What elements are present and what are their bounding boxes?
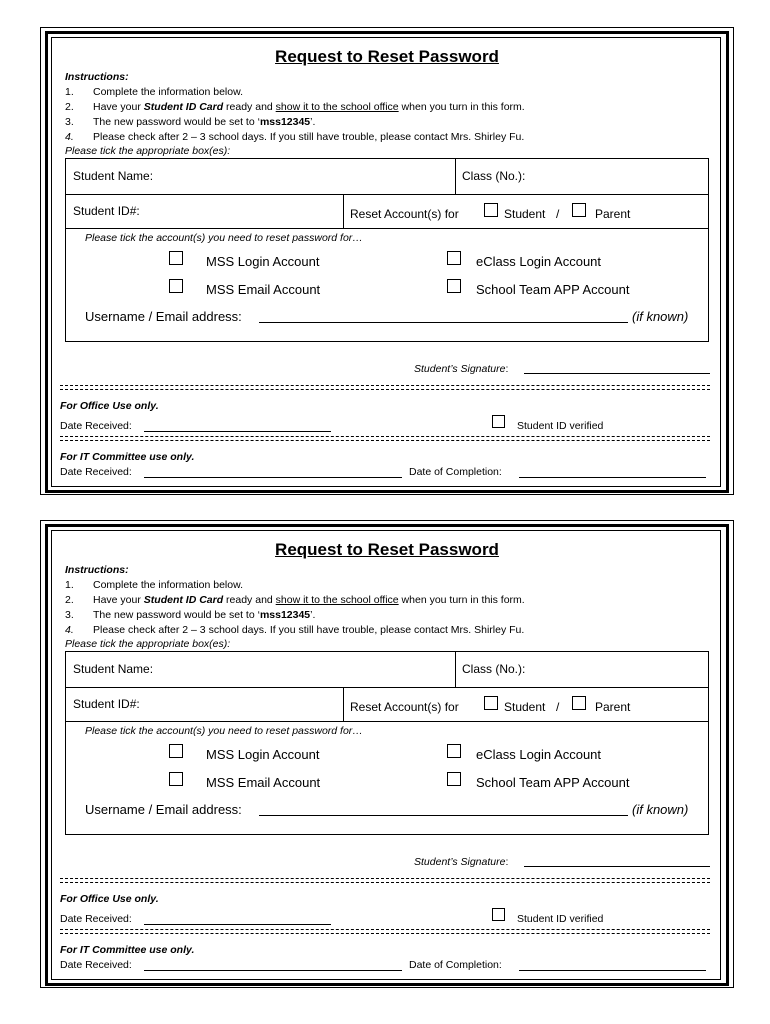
text-part: when you turn in this form. xyxy=(398,594,525,606)
class-number-field[interactable]: Class (No.): xyxy=(462,169,526,183)
username-email-label: Username / Email address: xyxy=(85,802,242,817)
instruction-num: 1. xyxy=(65,86,74,98)
signature-colon: : xyxy=(505,856,509,868)
instruction-1 xyxy=(65,85,243,99)
it-use-label: For IT Committee use only. xyxy=(60,944,195,956)
school-team-app-label: School Team APP Account xyxy=(476,775,630,790)
reset-form-1 xyxy=(40,27,734,495)
text-part: The new password would be set to ‘ xyxy=(93,116,260,128)
id-verified-checkbox[interactable] xyxy=(492,415,505,428)
student-id-card-emphasis: Student ID Card xyxy=(143,594,224,606)
school-team-app-checkbox[interactable] xyxy=(447,772,461,786)
username-email-label: Username / Email address: xyxy=(85,309,242,324)
if-known-note: (if known) xyxy=(632,309,689,324)
school-team-app-label: School Team APP Account xyxy=(476,282,630,297)
eclass-login-label: eClass Login Account xyxy=(476,254,602,269)
instruction-4 xyxy=(65,623,525,637)
separator-double-dashed xyxy=(60,436,710,441)
mss-email-checkbox[interactable] xyxy=(169,772,183,786)
text-part: when you turn in this form. xyxy=(398,101,525,113)
instruction-num: 4. xyxy=(65,131,74,143)
mss-login-checkbox[interactable] xyxy=(169,744,183,758)
date-completion-line[interactable] xyxy=(519,970,706,971)
text-part: ’. xyxy=(310,116,316,128)
student-checkbox[interactable] xyxy=(484,203,498,217)
signature-label-text: Student’s Signature xyxy=(414,363,506,375)
signature-colon: : xyxy=(505,363,509,375)
tick-boxes-note: Please tick the appropriate box(es): xyxy=(65,638,231,650)
if-known-note: (if known) xyxy=(632,802,689,817)
tick-accounts-note: Please tick the account(s) you need to reset password for… xyxy=(85,232,363,244)
separator-double-dashed xyxy=(60,878,710,883)
instruction-text: Please check after 2 – 3 school days. If you still have trouble, please contact Mrs. Shirley Fu. xyxy=(93,131,525,143)
grid-divider xyxy=(343,194,344,228)
slash-separator: / xyxy=(556,700,560,714)
signature-line[interactable] xyxy=(524,373,710,374)
instruction-num: 3. xyxy=(65,609,74,621)
signature-label-text: Student’s Signature xyxy=(414,856,506,868)
student-info-grid xyxy=(65,158,709,342)
tick-boxes-note: Please tick the appropriate box(es): xyxy=(65,145,231,157)
form-title: Request to Reset Password xyxy=(275,47,499,66)
id-verified-label: Student ID verified xyxy=(517,420,604,432)
mss-login-label: MSS Login Account xyxy=(206,254,320,269)
parent-checkbox[interactable] xyxy=(572,696,586,710)
date-completion-label: Date of Completion: xyxy=(409,466,502,478)
reset-for-label: Reset Account(s) for xyxy=(350,700,459,714)
instruction-num: 3. xyxy=(65,116,74,128)
mss-email-label: MSS Email Account xyxy=(206,282,321,297)
reset-for-label: Reset Account(s) for xyxy=(350,207,459,221)
student-checkbox[interactable] xyxy=(484,696,498,710)
text-part: Have your xyxy=(93,594,144,606)
separator-double-dashed xyxy=(60,385,710,390)
instruction-text xyxy=(93,100,525,114)
signature-line[interactable] xyxy=(524,866,710,867)
instruction-text xyxy=(93,115,315,129)
office-use-label: For Office Use only. xyxy=(60,893,159,905)
slash-separator: / xyxy=(556,207,560,221)
signature-label xyxy=(414,855,508,869)
instruction-text xyxy=(93,593,525,607)
it-date-received-line[interactable] xyxy=(144,970,402,971)
grid-divider xyxy=(66,228,708,229)
mss-login-label: MSS Login Account xyxy=(206,747,320,762)
grid-divider xyxy=(455,652,456,687)
eclass-login-checkbox[interactable] xyxy=(447,744,461,758)
separator-double-dashed xyxy=(60,929,710,934)
instruction-text: Complete the information below. xyxy=(93,579,243,591)
parent-option-label: Parent xyxy=(595,700,631,714)
id-verified-label: Student ID verified xyxy=(517,913,604,925)
instruction-3 xyxy=(65,115,316,129)
instruction-text xyxy=(93,608,315,622)
office-date-received-label: Date Received: xyxy=(60,420,132,432)
instruction-num: 2. xyxy=(65,594,74,606)
instruction-num: 1. xyxy=(65,579,74,591)
parent-option-label: Parent xyxy=(595,207,631,221)
student-id-field[interactable]: Student ID#: xyxy=(73,204,140,218)
student-info-grid xyxy=(65,651,709,835)
it-use-label: For IT Committee use only. xyxy=(60,451,195,463)
default-password: mss12345 xyxy=(259,116,311,128)
grid-divider xyxy=(343,687,344,721)
instruction-4 xyxy=(65,130,525,144)
text-part: ’. xyxy=(310,609,316,621)
instruction-text: Please check after 2 – 3 school days. If you still have trouble, please contact Mrs. Shirley Fu. xyxy=(93,624,525,636)
instruction-2 xyxy=(65,100,525,114)
instruction-3 xyxy=(65,608,316,622)
tick-accounts-note: Please tick the account(s) you need to reset password for… xyxy=(85,725,363,737)
eclass-login-checkbox[interactable] xyxy=(447,251,461,265)
office-date-received-line[interactable] xyxy=(144,431,331,432)
student-id-field[interactable]: Student ID#: xyxy=(73,697,140,711)
text-part: The new password would be set to ‘ xyxy=(93,609,260,621)
reset-form-2 xyxy=(40,520,734,988)
default-password: mss12345 xyxy=(259,609,311,621)
grid-divider xyxy=(66,721,708,722)
student-option-label: Student xyxy=(504,700,546,714)
it-date-received-label: Date Received: xyxy=(60,466,132,478)
id-verified-checkbox[interactable] xyxy=(492,908,505,921)
student-name-field[interactable]: Student Name: xyxy=(73,169,154,183)
instruction-text: Complete the information below. xyxy=(93,86,243,98)
date-completion-line[interactable] xyxy=(519,477,706,478)
it-date-received-label: Date Received: xyxy=(60,959,132,971)
class-number-field[interactable]: Class (No.): xyxy=(462,662,526,676)
mss-email-checkbox[interactable] xyxy=(169,279,183,293)
grid-divider xyxy=(66,194,708,195)
username-email-input-line[interactable] xyxy=(259,815,628,816)
grid-divider xyxy=(66,687,708,688)
form-title: Request to Reset Password xyxy=(275,540,499,559)
instructions-label: Instructions: xyxy=(65,71,129,83)
signature-label xyxy=(414,362,508,376)
eclass-login-label: eClass Login Account xyxy=(476,747,602,762)
username-email-input-line[interactable] xyxy=(259,322,628,323)
school-team-app-checkbox[interactable] xyxy=(447,279,461,293)
grid-divider xyxy=(455,159,456,194)
school-office-emphasis: show it to the school office xyxy=(275,594,399,606)
office-date-received-label: Date Received: xyxy=(60,913,132,925)
office-date-received-line[interactable] xyxy=(144,924,331,925)
text-part: ready and xyxy=(223,101,276,113)
instructions-label: Instructions: xyxy=(65,564,129,576)
student-option-label: Student xyxy=(504,207,546,221)
text-part: ready and xyxy=(223,594,276,606)
text-part: Have your xyxy=(93,101,144,113)
school-office-emphasis: show it to the school office xyxy=(275,101,399,113)
mss-login-checkbox[interactable] xyxy=(169,251,183,265)
mss-email-label: MSS Email Account xyxy=(206,775,321,790)
student-name-field[interactable]: Student Name: xyxy=(73,662,154,676)
instruction-1 xyxy=(65,578,243,592)
office-use-label: For Office Use only. xyxy=(60,400,159,412)
it-date-received-line[interactable] xyxy=(144,477,402,478)
parent-checkbox[interactable] xyxy=(572,203,586,217)
instruction-2 xyxy=(65,593,525,607)
student-id-card-emphasis: Student ID Card xyxy=(143,101,224,113)
instruction-num: 4. xyxy=(65,624,74,636)
instruction-num: 2. xyxy=(65,101,74,113)
date-completion-label: Date of Completion: xyxy=(409,959,502,971)
